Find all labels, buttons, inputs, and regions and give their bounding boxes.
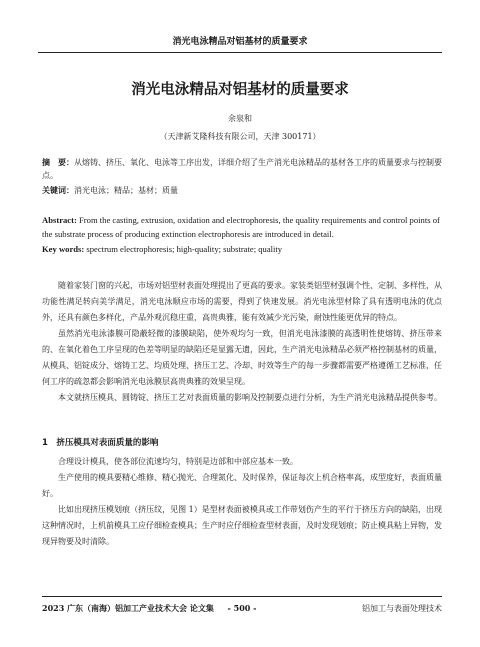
- abstract-zh: [42, 156, 442, 182]
- keywords-en-label: Key words:: [42, 244, 85, 254]
- abstract-en-text: From the casting, extrusion, oxidation and electrophoresis, the quality requirements and control points of the substrate process of producing extinction electrophoresis are introduced in detail.: [42, 215, 440, 239]
- keywords-zh-label: 关键词：: [42, 186, 74, 195]
- intro-paragraph: 随着家装门窗的兴起，市场对铝型材表面处理提出了更高的要求。家装类铝型材强调个性、定制、多样性，从功能性满足转向美学满足，消光电泳顺应市场的需要，得到了快速发展。消光电泳型材除了具有透明电泳的优点外，还具有颜色多样化，产品外观沉稳庄重，高贵典雅，能有效减少光污染，耐蚀性能更优异的特点。: [42, 281, 442, 322]
- section-1-body: [42, 454, 442, 550]
- intro-paragraph: 虽然消光电泳漆膜可隐蔽轻微的漆膜缺陷，使外观均匀一致，但消光电泳漆膜的高透明性使熔铸、挤压带来的、在氧化着色工序呈现的色差等明显的缺陷还是显露无遗，因此，生产消光电泳精品必须严格控制基材的质量，从模具、铝锭成分、熔铸工艺、均质处理、挤压工艺、冷却、时效等生产的每一步骤都需要严格遵循工艺标准，任何工序的疏忽都会影响消光电泳膜层高贵典雅的效果呈现。: [42, 329, 442, 386]
- introduction: [42, 278, 442, 406]
- keywords-zh-text: 消光电泳；精品；基材；质量: [74, 186, 178, 195]
- author-affiliation: （天津新艾隆科技有限公司，天津 300171）: [159, 132, 321, 141]
- footer-journal: 铝加工与表面处理技术: [362, 604, 442, 613]
- paper-title: 消光电泳精品对铝基材的质量要求: [131, 82, 349, 98]
- running-head: 消光电泳精品对铝基材的质量要求: [38, 34, 442, 53]
- author-name: 余泉和: [228, 114, 252, 123]
- section-paragraph: 生产使用的模具要精心维修、精心抛光、合理氮化、及时保养，保证每次上机合格率高，成型度好，表面质量好。: [42, 473, 442, 498]
- footer-proceedings: 2023 广东（南海）铝加工产业技术大会 论文集: [42, 603, 214, 613]
- section-paragraph: 比如出现挤压模划痕（挤压纹，见图 1）是型材表面被模具或工作带划伤产生的平行于挤压方向的缺陷，出现这种情况时，上机前模具工应仔细检查模具；生产时应仔细检查型材表面，及时发现划痕；防止模具粘上异物，发现异物要及时清除。: [42, 505, 442, 546]
- section-paragraph: 合理设计模具，使各部位流速均匀，特别是边部和中部应基本一致。: [58, 457, 298, 466]
- keywords-en-text: spectrum electrophoresis; high-quality; substrate; quality: [86, 244, 283, 254]
- section-1-heading: 1 挤压模具对表面质量的影响: [42, 438, 159, 448]
- keywords-en: [42, 243, 442, 256]
- intro-paragraph: 本文就挤压模具、圆铸锭、挤压工艺对表面质量的影响及控制要点进行分析，为生产消光电泳精品提供参考。: [58, 393, 442, 402]
- abstract-zh-label: 摘 要：: [42, 158, 74, 167]
- keywords-zh: [42, 184, 442, 197]
- abstract-en-label: Abstract:: [42, 215, 77, 225]
- abstract-en: [42, 214, 442, 241]
- page-footer: [42, 596, 442, 617]
- abstract-zh-text: 从熔铸、挤压、氧化、电泳等工序出发，详细介绍了生产消光电泳精品的基材各工序的质量要求与控制要点。: [42, 158, 442, 180]
- page-number: - 500 -: [227, 603, 257, 613]
